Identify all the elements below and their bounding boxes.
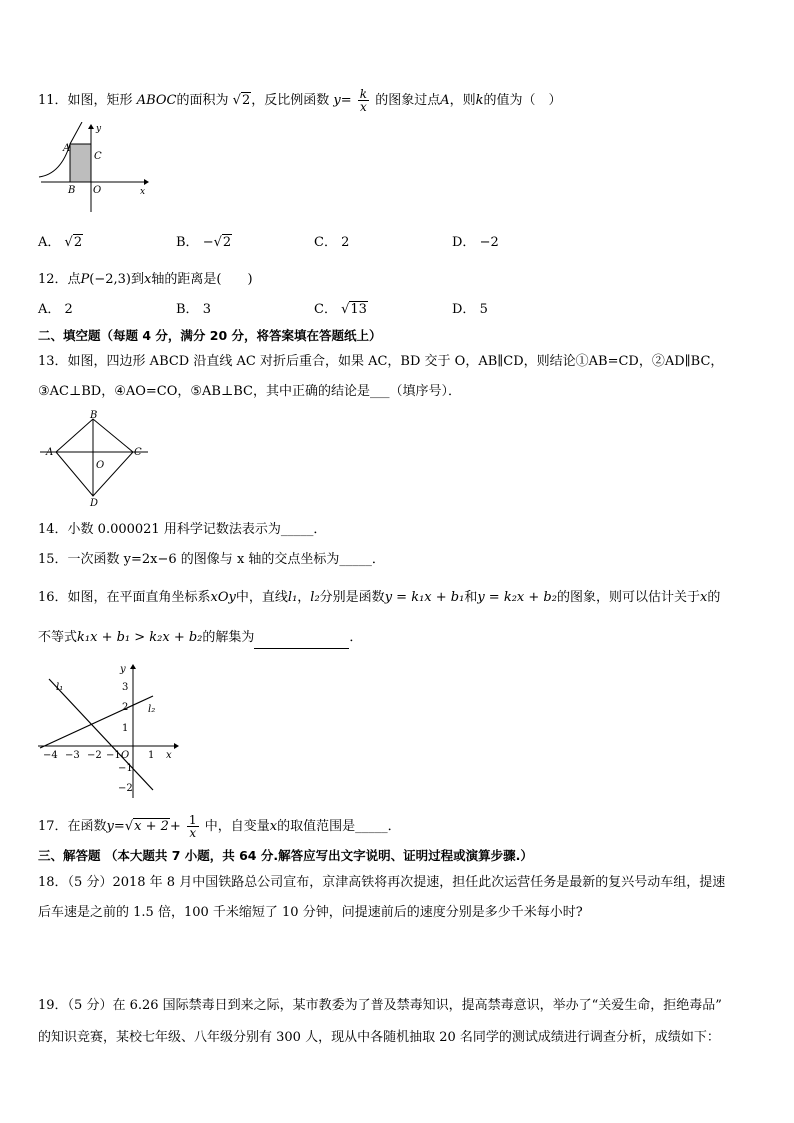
q16-label-y: y [120,664,126,675]
q16-ytick: −1 [118,763,133,774]
q16-answer-blank[interactable] [254,628,349,649]
q13-line2: ③AC⊥BD，④AO=CO，⑤AB⊥BC，其中正确的结论是___（填序号）． [38,384,461,399]
q16-ytick: 2 [122,702,129,713]
q13-label-O: O [96,460,105,471]
q16-line1: 16．如图，在平面直角坐标系xOy中，直线l₁，l₂分别是函数y = k₁x + b₁和y = k₂x + b₂的图象，则可以估计关于x的 [38,590,721,605]
q11-stem: 11．如图，矩形 ABOC的面积为 √2，反比例函数 y= $\frac{k}{x}$ 的图象过点A，则k的值为（ ） [38,87,562,114]
q16-ytick: 3 [122,682,129,693]
q17-fraction: $\frac{1}{x}$ [188,813,197,840]
section-3-heading: 三、解答题 （本大题共 7 小题，共 64 分.解答应写出文字说明、证明过程或演算步骤.） [38,848,533,863]
q12-option-c[interactable]: C． √13 [314,302,367,317]
q16-label-l2: l₂ [148,704,156,715]
q12-stem: 12．点P(−2,3)到x轴的距离是( ) [38,272,253,287]
q11-label-A: A [63,143,71,154]
q16-x-arrow [174,743,179,749]
q16-xtick: −2 [87,750,102,761]
q11-label-x: x [140,187,146,197]
q16-xtick: −4 [43,750,58,761]
q12-option-a[interactable]: A． 2 [38,302,73,317]
q15-stem: 15．一次函数 y=2x−6 的图像与 x 轴的交点坐标为_____． [38,552,385,567]
q11-fraction: $\frac{k}{x}$ [359,87,368,114]
q12-option-b[interactable]: B． 3 [176,302,211,317]
q11-label-C: C [94,151,102,162]
q16-line-l1 [49,679,156,790]
q11-figure [36,122,151,217]
q16-xtick: −1 [106,750,121,761]
q13-label-C: C [134,447,142,458]
q16-xtick: 1 [148,750,155,761]
q11-option-b[interactable]: B． −√2 [176,235,232,250]
q11-x-arrow [144,179,149,185]
q12-option-d[interactable]: D． 5 [452,302,488,317]
q13-line1: 13．如图，四边形 ABCD 沿直线 AC 对折后重合，如果 AC，BD 交于 O，AB∥CD，则结论①AB=CD，②AD∥BC， [38,354,724,369]
q16-label-l1: l₁ [56,682,64,693]
q11-option-a[interactable]: A． √2 [38,235,83,250]
q11-y-arrow [88,124,94,129]
q11-rectangle [70,144,91,182]
q11-option-d[interactable]: D． −2 [452,235,499,250]
q16-graph [36,660,186,805]
q18-line1: 18．（5 分）2018 年 8 月中国铁路总公司宣布，京津高铁将再次提速，担任此次运营任务是最新的复兴号动车组，提速 [38,875,726,890]
q16-line2: 不等式k₁x + b₁ > k₂x + b₂的解集为 ． [38,628,362,649]
q14-stem: 14．小数 0.000021 用科学记数法表示为_____． [38,522,327,537]
q19-line1: 19．（5 分）在 6.26 国际禁毒日到来之际，某市教委为了普及禁毒知识，提高禁毒意识，举办了“关爱生命，拒绝毒品” [38,998,722,1013]
q11-label-B: B [68,185,76,196]
q13-label-D: D [90,498,99,508]
q11-label-O: O [93,185,102,196]
q18-line2: 后车速是之前的 1.5 倍，100 千米缩短了 10 分钟，问提速前后的速度分别是多少千米每小时? [38,905,583,920]
q16-label-origin: O [121,750,130,761]
q11-label-y: y [96,124,102,134]
q13-figure [36,410,151,508]
q16-ytick: −2 [118,783,133,794]
q13-quadrilateral [56,419,133,496]
section-2-heading: 二、填空题（每题 4 分，满分 20 分，将答案填在答题纸上） [38,328,382,343]
q17-stem: 17．在函数y=√x + 2+ $\frac{1}{x}$ 中，自变量x的取值范围是_____． [38,813,401,840]
q16-ytick: 1 [122,723,129,734]
q16-label-x: x [166,750,172,761]
q19-line2: 的知识竞赛，某校七年级、八年级分别有 300 人，现从中各随机抽取 20 名同学的测试成绩进行调查分析，成绩如下： [38,1030,720,1045]
q13-label-B: B [90,410,98,421]
q16-line-l2 [40,696,156,748]
q16-y-arrow [130,664,136,669]
q16-xtick: −3 [65,750,80,761]
q13-label-A: A [46,447,54,458]
q11-option-c[interactable]: C． 2 [314,235,350,250]
